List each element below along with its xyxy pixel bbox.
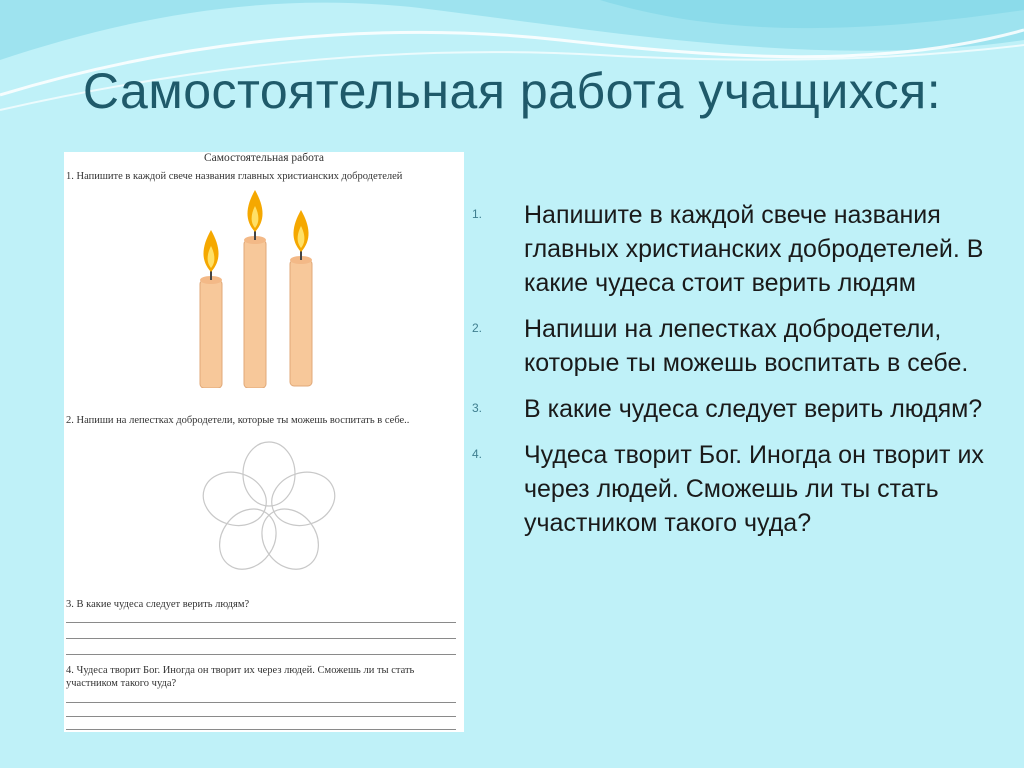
task-text: Напишите в каждой свече названия главных христианских добродетелей. В какие чудеса стоит верить людям — [524, 201, 984, 297]
answer-line — [66, 622, 456, 623]
candles-illustration — [184, 188, 324, 388]
task-list-item — [472, 312, 992, 380]
worksheet-image — [64, 152, 464, 732]
flower-petal — [265, 464, 342, 533]
task-list-item — [472, 438, 992, 540]
flower-petal — [196, 464, 273, 533]
slide-title: Самостоятельная работа учащихся: — [82, 63, 942, 119]
candle-left — [200, 230, 222, 388]
flower-petal — [243, 442, 295, 506]
list-marker: 2. — [472, 321, 483, 335]
flower-outline-illustration — [194, 440, 344, 580]
list-marker: 4. — [472, 447, 483, 461]
answer-line — [66, 716, 456, 717]
worksheet-task-4: 4. Чудеса творит Бог. Иногда он творит их через людей. Сможешь ли ты стать участником такого чуда? — [66, 665, 415, 689]
candle-middle — [244, 190, 266, 388]
list-marker: 1. — [472, 207, 483, 221]
list-marker: 3. — [472, 401, 483, 415]
task-text: В какие чудеса следует верить людям? — [524, 395, 983, 423]
answer-line — [66, 638, 456, 639]
worksheet-heading: Самостоятельная работа — [204, 152, 324, 164]
candle-right — [290, 210, 312, 386]
answer-line — [66, 729, 456, 730]
task-list-item — [472, 392, 992, 426]
answer-line — [66, 654, 456, 655]
worksheet-task-2: 2. Напиши на лепестках добродетели, которые ты можешь воспитать в себе.. — [66, 415, 410, 426]
task-text: Чудеса творит Бог. Иногда он творит их через людей. Сможешь ли ты стать участником такого чуда? — [524, 441, 984, 537]
task-text: Напиши на лепестках добродетели, которые ты можешь воспитать в себе. — [524, 315, 969, 377]
answer-line — [66, 702, 456, 703]
task-list — [472, 198, 992, 552]
task-list-item — [472, 198, 992, 300]
worksheet-task-3: 3. В какие чудеса следует верить людям? — [66, 599, 250, 610]
worksheet-task-1: 1. Напишите в каждой свече названия главных христианских добродетелей — [66, 171, 403, 182]
